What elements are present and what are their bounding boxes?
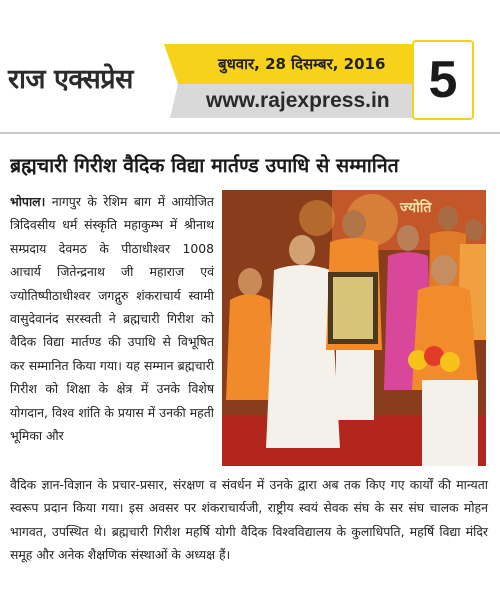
article-dateline: भोपाल।	[10, 194, 46, 209]
publication-date: बुधवार, 28 दिसम्बर, 2016	[218, 55, 386, 73]
ceremony-photo-illustration	[222, 190, 486, 466]
masthead-divider	[0, 132, 500, 134]
masthead	[0, 0, 500, 128]
article-column-text: नागपुर के रेशिम बाग में आयोजित त्रिदिवसीय धर्म संस्कृति महाकुम्भ में श्रीनाथ सम्प्रदाय देवमठ के पीठाधीश्वर 1008 आचार्य जितेन्द्रनाथ जी महाराज एवं ज्योतिष्पीठाधीश्वर जगद्गुरु शंकराचार्य स्वामी वासुदेवानंद सरस्वती ने ब्रह्मचारी गिरीश को वैदिक विद्या मार्तण्ड की उपाधि से विभूषित कर सम्मानित किया गया। यह सम्मान ब्रह्मचारी गिरीश को शिक्षा के क्षेत्र में उनके विशेष योगदान, विश्व शांति के प्रयास में उनकी महती भूमिका और	[10, 194, 214, 444]
article-body-column	[10, 190, 214, 447]
news-photo	[222, 190, 486, 466]
article-headline: ब्रह्मचारी गिरीश वैदिक विद्या मार्तण्ड उपाधि से सम्मानित	[10, 154, 399, 177]
newspaper-name: राज एक्सप्रेस	[8, 64, 133, 95]
page-number: 5	[428, 51, 458, 109]
stage-banner-text: ज्योति	[400, 200, 432, 216]
website-url: www.rajexpress.in	[206, 89, 390, 112]
article-body-full-width: वैदिक ज्ञान-विज्ञान के प्रचार-प्रसार, संरक्षण व संवर्धन में उनके द्वारा अब तक किए गए कार्यों की मान्यता स्वरूप प्रदान किया गया। इस अवसर पर शंकराचार्यजी, राष्ट्रीय स्वयं सेवक संघ के सर संघ चालक मोहन भागवत, उपस्थित थे। ब्रह्मचारी गिरीश महर्षि योगी वैदिक विश्वविद्यालय के कुलाधिपति, महर्षि विद्या मंदिर समूह और अनेक शैक्षणिक संस्थाओं के अध्यक्ष हैं।	[10, 477, 488, 563]
